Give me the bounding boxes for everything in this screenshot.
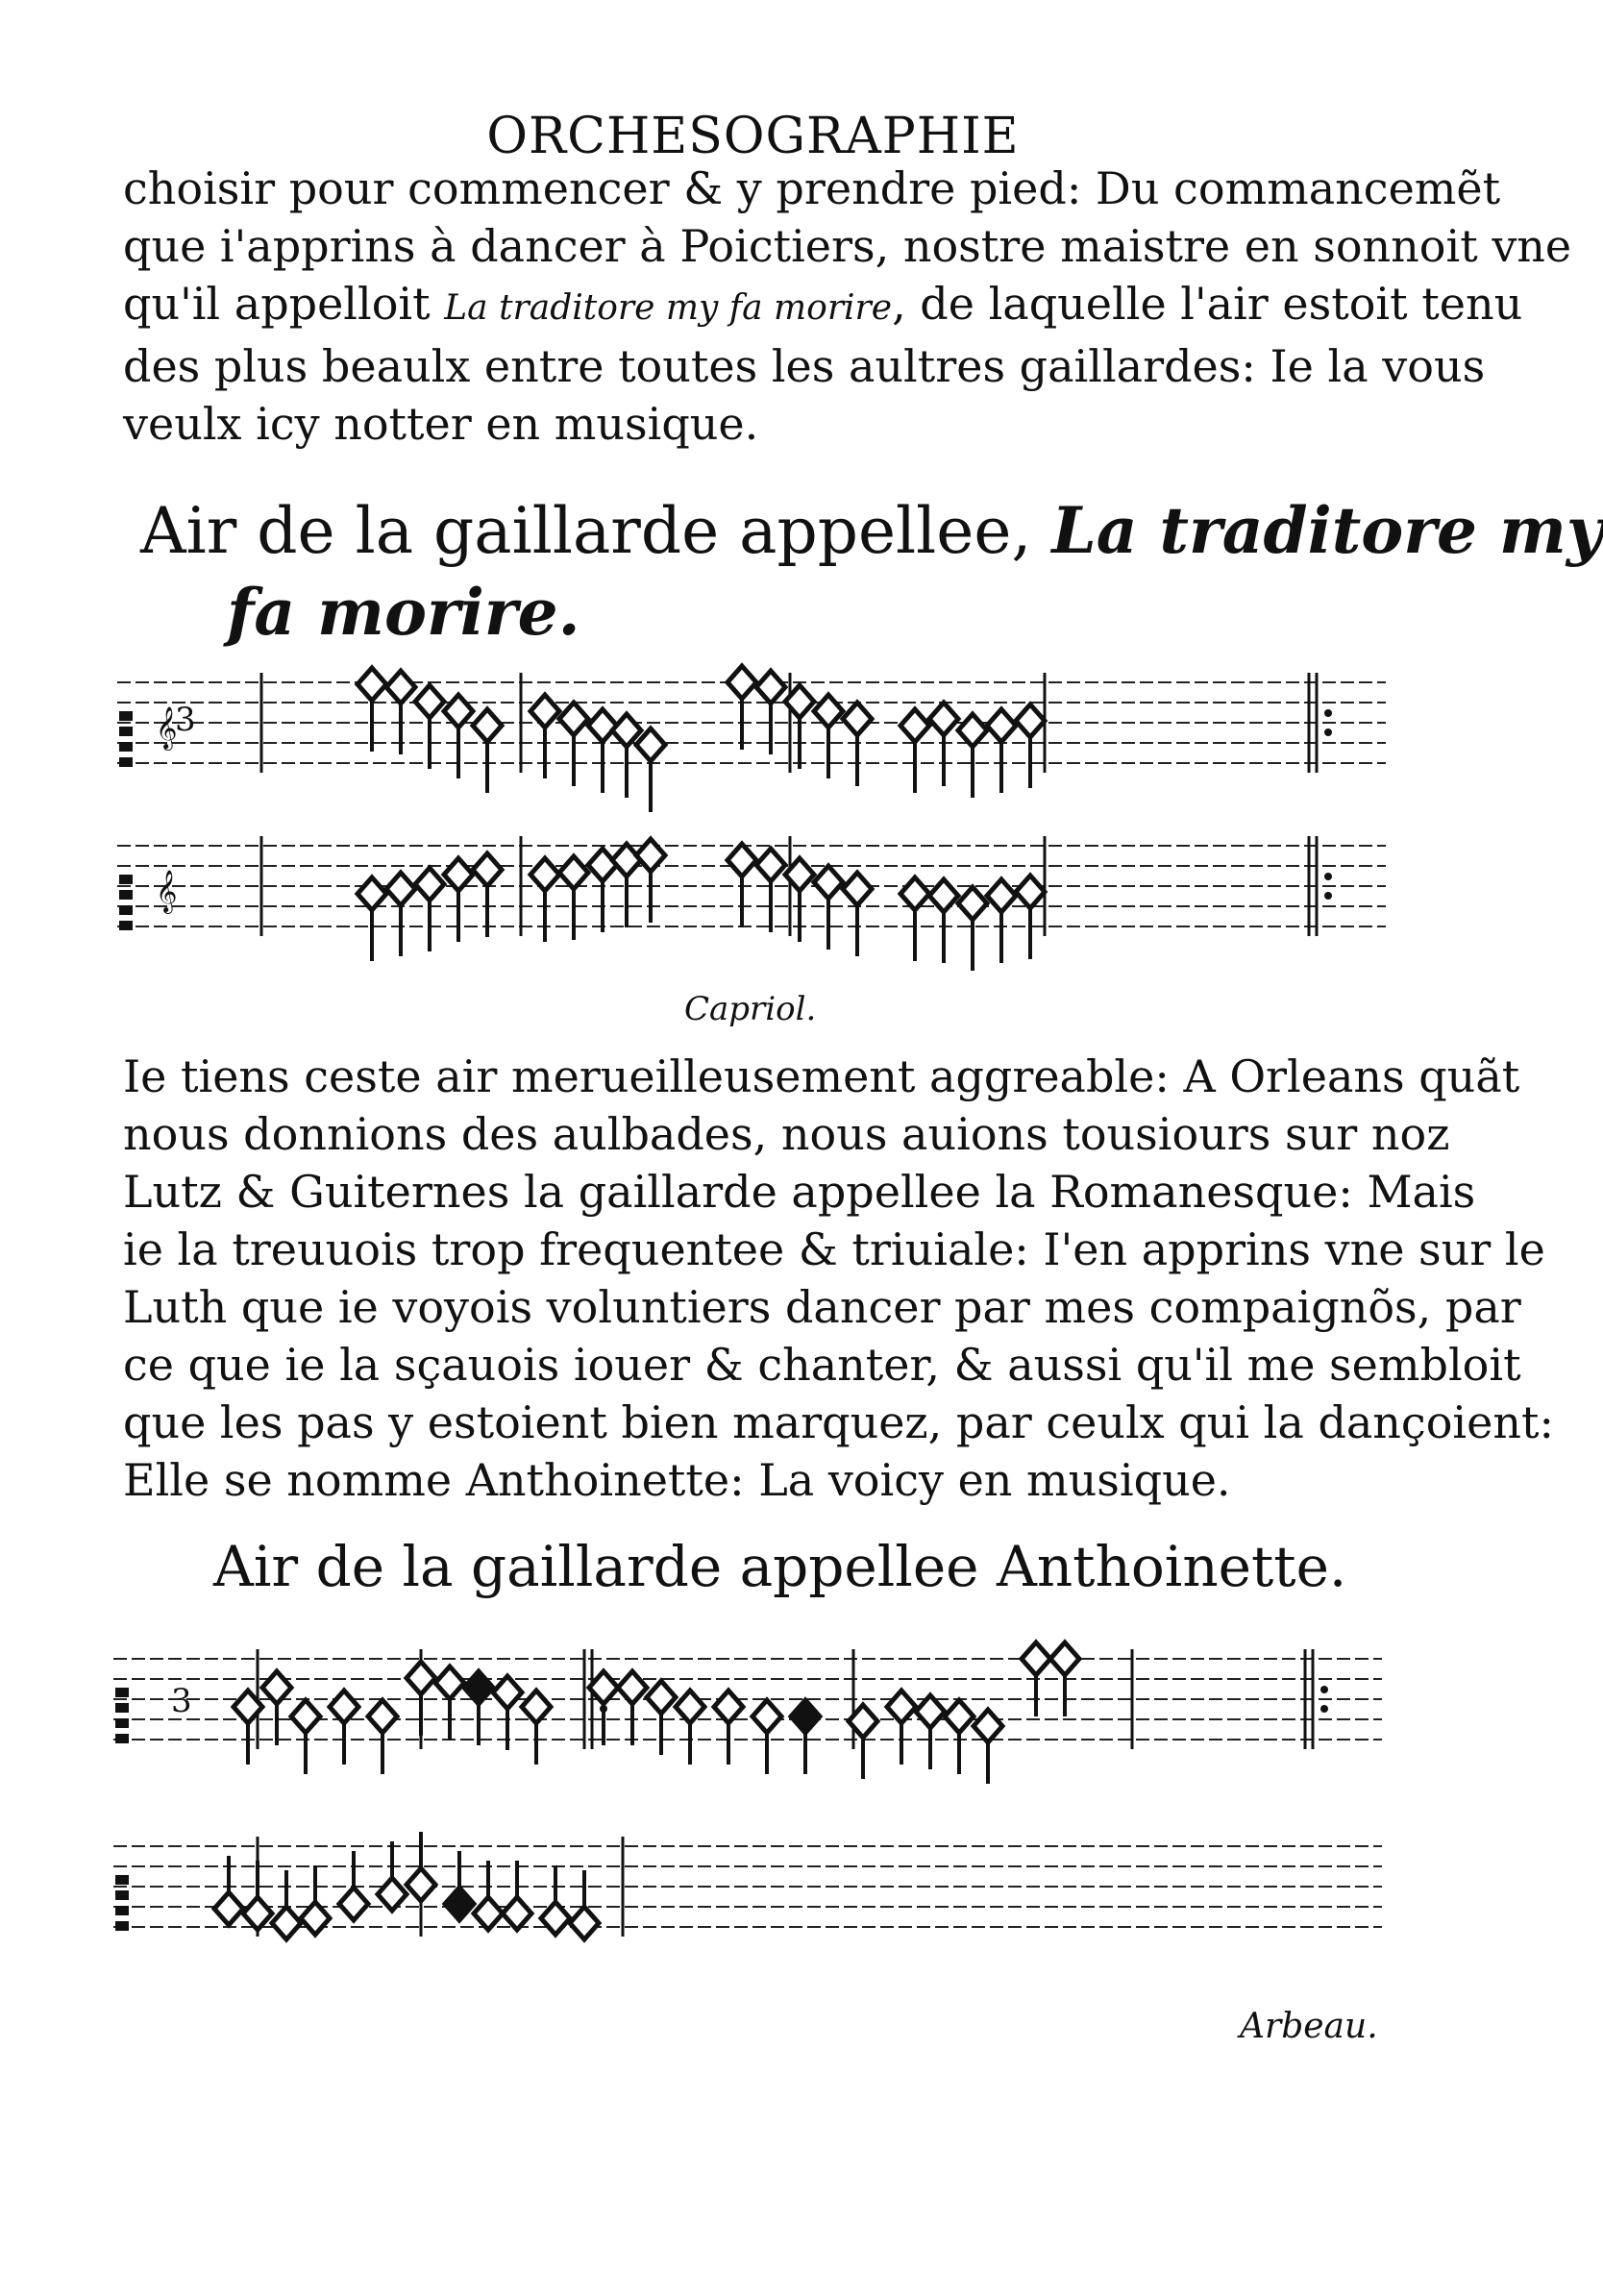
dance-step-glyph [570,1870,599,1939]
note-head [358,877,386,910]
note-head [752,1700,781,1733]
dance-step-glyph [214,1856,243,1925]
note-head [612,844,641,876]
note-head [243,1897,272,1930]
music-notation-air-2 [113,1640,1401,2005]
dance-step-glyph [415,685,444,769]
note-head [559,856,588,889]
note-head [415,685,444,718]
note-head [588,709,617,742]
text-line: qu'il appelloit La traditore my fa morire, de laquelle l'air estoit tenu [123,278,1523,330]
dance-step-glyph [929,879,958,963]
dance-step-glyph [444,695,473,778]
text-line: Luth que ie voyois voluntiers dancer par mes compaignõs, par [123,1281,1521,1333]
drum-tick [119,742,133,752]
dance-step-glyph [843,703,872,786]
note-head [291,1700,320,1733]
note-head [728,844,756,876]
dance-step-glyph [958,887,987,971]
dance-step-glyph [814,866,843,950]
dance-step-glyph [814,695,843,778]
dance-step-glyph [900,877,929,961]
dance-step-glyph [474,1861,503,1930]
note-head [473,853,502,886]
dance-step-glyph [358,668,386,752]
text-line: Elle se nomme Anthoinette: La voicy en musique. [123,1454,1231,1506]
music-staff [117,682,1386,763]
dance-step-glyph [435,1666,464,1741]
note-head [435,1666,464,1699]
note-head [958,714,987,747]
signature: Arbeau. [1240,2007,1378,2046]
capriol-caption: Capriol. [684,990,817,1028]
note-head [791,1700,820,1733]
drum-tick [115,1890,129,1900]
dance-step-glyph [974,1710,1002,1784]
drum-tick [115,1906,129,1915]
dance-step-glyph [386,873,415,956]
note-head [530,695,559,728]
dance-step-glyph [843,873,872,956]
dance-step-glyph [714,1691,743,1765]
text-line: ie la treuuois trop frequentee & triuiale: I'en apprins vne sur le [123,1223,1545,1275]
note-head [559,703,588,735]
note-head [1050,1642,1079,1675]
note-head [330,1691,358,1723]
dance-step-glyph [386,671,415,754]
dance-step-glyph [1016,704,1045,788]
note-head [945,1700,974,1733]
note-head [378,1878,407,1911]
dance-step-glyph [559,703,588,786]
dance-step-glyph [530,858,559,942]
note-head [588,849,617,881]
note-head [714,1691,743,1723]
note-head [407,1662,435,1694]
dance-step-glyph [929,703,958,786]
dance-step-glyph [887,1691,916,1765]
repeat-dot [1324,892,1332,900]
drum-tick [119,905,133,915]
dance-step-glyph [1016,876,1045,959]
text-line: que i'apprins à dancer à Poictiers, nostre maistre en sonnoit vne [123,220,1572,272]
repeat-dot [1324,728,1332,736]
air-2-title: Air de la gaillarde appellee Anthoinette. [213,1534,1347,1599]
note-head [493,1676,522,1709]
text-line: que les pas y estoient bien marquez, par ceulx qui la dançoient: [123,1396,1554,1448]
dance-step-glyph [945,1700,974,1774]
note-head [929,703,958,735]
dance-step-glyph [987,879,1016,963]
note-head [272,1907,301,1939]
dance-step-glyph [330,1691,358,1765]
dance-step-glyph [791,1700,820,1774]
dance-step-glyph [243,1861,272,1930]
repeat-dot [1324,709,1332,717]
drum-marker-icon [119,711,133,767]
dance-step-glyph [291,1700,320,1774]
music-notation-air-1 [117,663,1405,1000]
dance-step-glyph [916,1695,945,1769]
dance-step-glyph [756,849,785,932]
note-head [958,887,987,920]
dance-step-glyph [676,1691,704,1765]
note-head [987,709,1016,742]
dance-step-glyph [262,1671,291,1745]
drum-marker-icon [115,1688,129,1743]
note-head [974,1710,1002,1742]
dance-step-glyph [378,1841,407,1911]
treble-clef-icon: 𝄞 [156,870,178,912]
paragraph-2 [123,1048,1554,1509]
dance-step-glyph [756,671,785,754]
drum-tick [115,1688,129,1697]
note-head [900,709,929,742]
repeat-dot [1320,1686,1328,1693]
time-signature-3-icon: 3 [171,1682,192,1720]
dance-step-glyph [464,1671,493,1745]
note-head [676,1691,704,1723]
dance-step-glyph [444,858,473,942]
note-head [522,1691,551,1723]
paragraph-1 [123,160,1572,453]
note-head [339,1888,368,1920]
dance-step-glyph [473,853,502,937]
repeat-dot [1324,873,1332,880]
note-head [445,1888,474,1920]
note-head [887,1691,916,1723]
note-head [214,1892,243,1925]
note-head [386,873,415,905]
drum-tick [119,711,133,721]
drum-tick [119,757,133,767]
drum-tick [119,727,133,736]
text-line: ce que ie la sçauois iouer & chanter, & aussi qu'il me sembloit [123,1339,1521,1391]
note-head [987,879,1016,912]
dance-step-glyph [522,1691,551,1765]
drum-tick [119,890,133,900]
note-head [386,671,415,704]
note-head [1022,1642,1050,1675]
dance-step-glyph [301,1865,330,1935]
note-head [368,1700,397,1733]
note-head [843,873,872,905]
note-head [570,1907,599,1939]
note-head [728,666,756,699]
dance-step-glyph [368,1700,397,1774]
dance-step-glyph [752,1700,781,1774]
time-signature-3-icon: 3 [175,701,196,739]
text-line: Ie tiens ceste air merueilleusement aggreable: A Orleans quãt [123,1050,1520,1102]
drum-tick [115,1703,129,1713]
dance-step-glyph [900,709,929,793]
note-head [503,1897,531,1930]
dance-step-glyph [612,714,641,798]
dance-step-glyph [636,839,665,923]
note-head [756,849,785,881]
note-head [647,1681,676,1714]
note-head [407,1868,435,1901]
drum-marker-icon [119,875,133,930]
air-1-title-line-1: Air de la gaillarde appellee, La traditore my [140,493,1603,568]
dance-step-glyph [987,709,1016,793]
dance-step-glyph [541,1865,570,1935]
text-line: Lutz & Guiternes la gaillarde appellee la Romanesque: Mais [123,1166,1476,1218]
drum-tick [115,1734,129,1743]
air-1-title-line-2: fa morire. [227,575,580,650]
repeat-dot [1320,1705,1328,1713]
note-head [756,671,785,704]
note-head [618,1671,647,1704]
dance-step-glyph [503,1861,531,1930]
note-head [530,858,559,891]
italic-title: La traditore my fa morire [444,288,893,328]
air-1-title [140,490,1603,654]
drum-tick [119,921,133,930]
drum-marker-icon [115,1875,129,1931]
note-head [415,868,444,901]
dance-step-glyph [958,714,987,798]
dance-step-glyph [647,1681,676,1755]
note-head [358,668,386,701]
dance-step-glyph [473,709,502,793]
dance-step-glyph [358,877,386,961]
note-head [1016,876,1045,908]
dance-step-glyph [728,666,756,750]
dance-step-glyph [272,1870,301,1939]
text-line: choisir pour commencer & y prendre pied: Du commancemẽt [123,162,1501,214]
treble-clef-icon: 𝄞 [156,706,178,749]
dance-step-glyph [530,695,559,778]
drum-tick [115,1718,129,1728]
note-head [900,877,929,910]
note-head [474,1897,503,1930]
dance-step-glyph [415,868,444,951]
note-head [843,703,872,735]
text-line: veulx icy notter en musique. [123,398,759,450]
note-head [1016,704,1045,737]
text-line: nous donnions des aulbades, nous auions tousiours sur noz [123,1108,1450,1160]
dance-step-glyph [618,1671,647,1745]
drum-tick [119,875,133,884]
dance-step-glyph [588,709,617,793]
drum-tick [115,1921,129,1931]
note-head [916,1695,945,1728]
drum-tick [115,1875,129,1885]
text-line: des plus beaulx entre toutes les aultres gaillardes: Ie la vous [123,340,1486,392]
note-head [473,709,502,742]
running-head: ORCHESOGRAPHIE [486,108,1020,165]
note-head [814,866,843,899]
dance-step-glyph [636,728,665,812]
